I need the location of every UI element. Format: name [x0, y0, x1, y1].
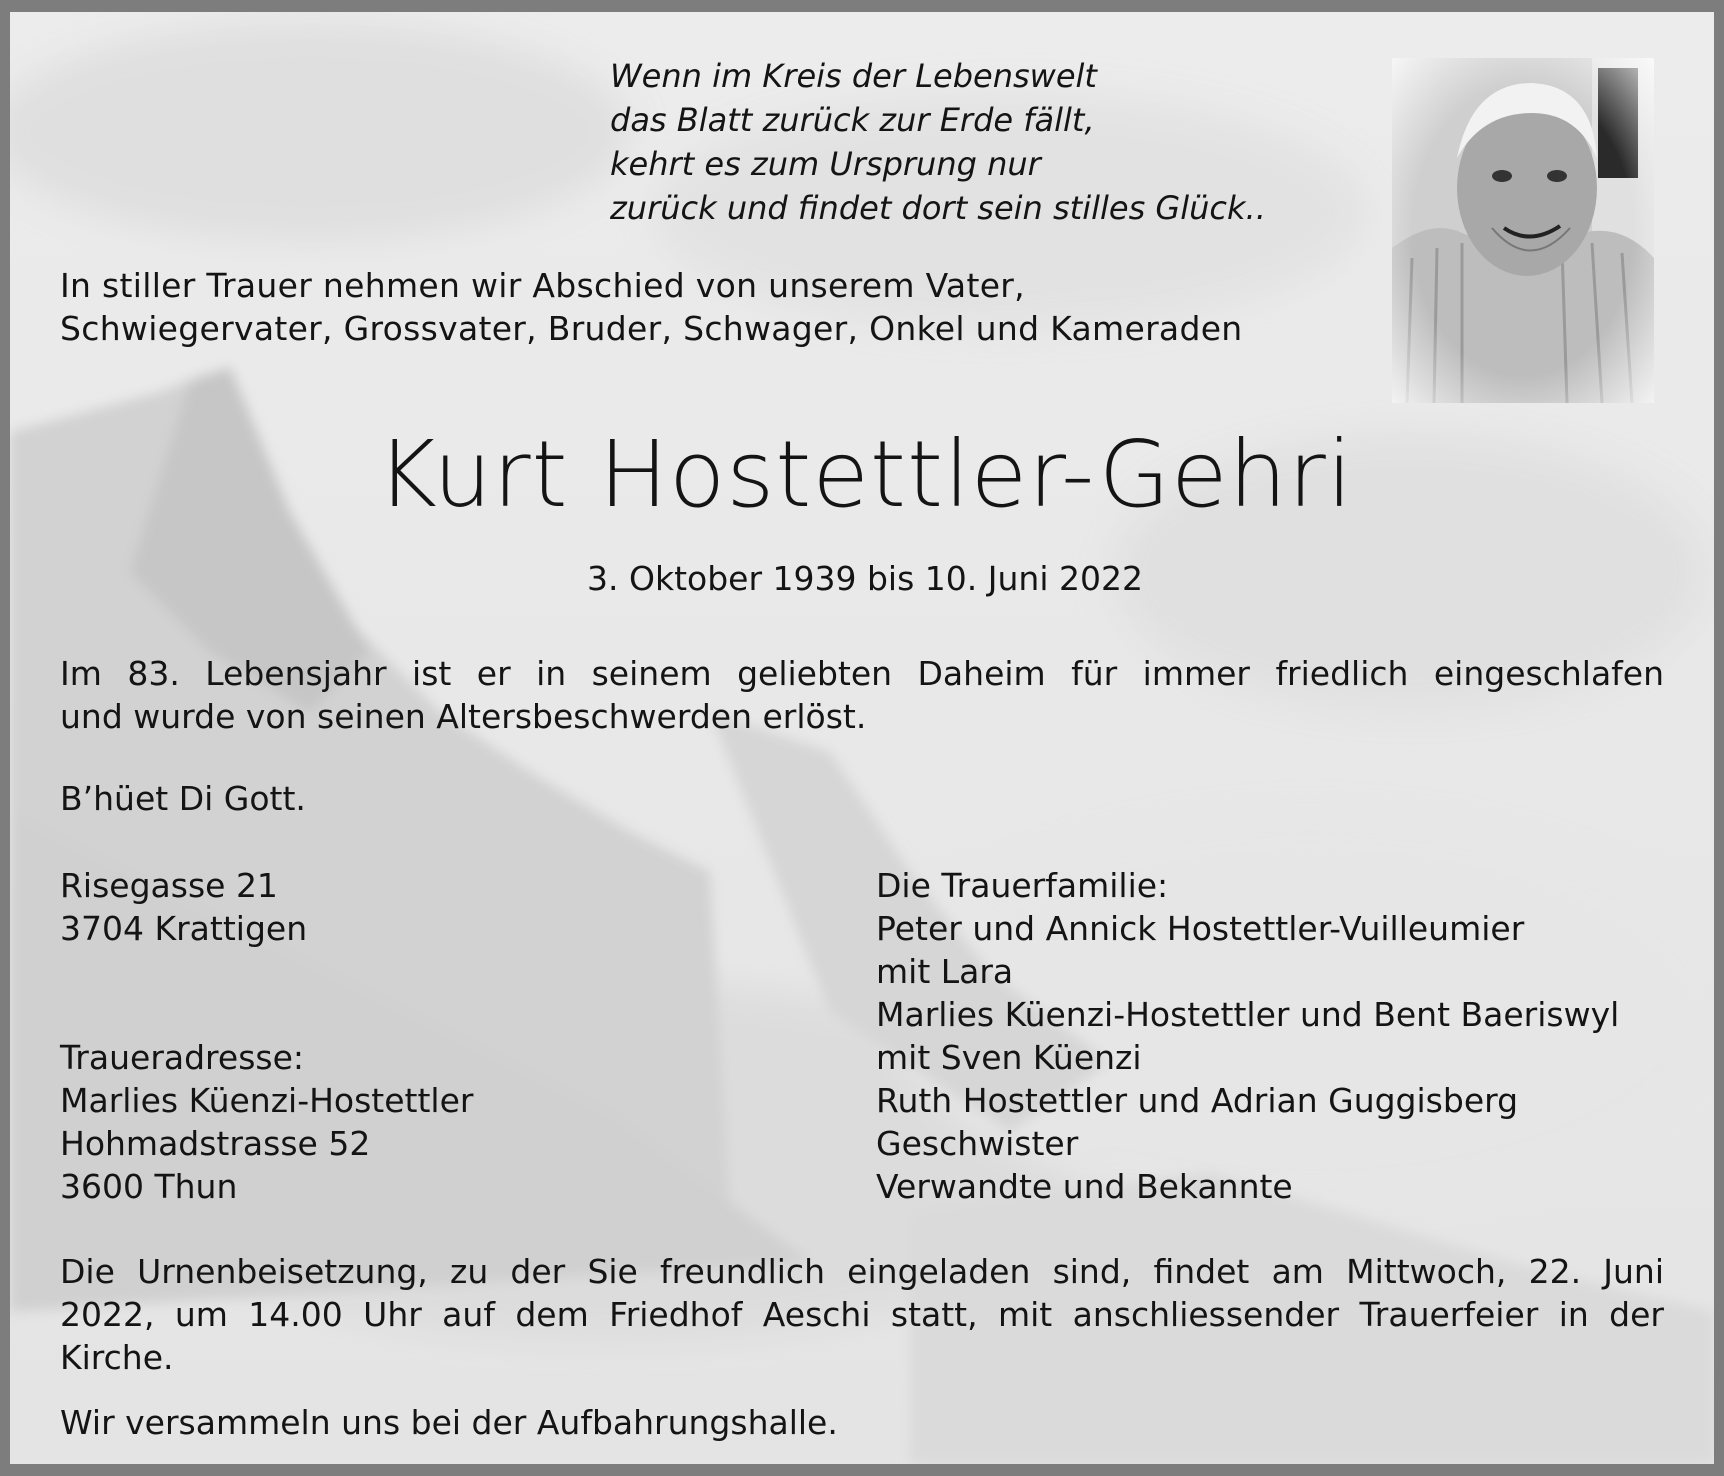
paragraph-line: und wurde von seinen Altersbeschwerden erlöst.: [60, 697, 867, 736]
address-line: Traueradresse:: [60, 1038, 305, 1077]
paragraph-gathering: Wir versammeln uns bei der Aufbahrungshalle.: [60, 1403, 838, 1442]
poem-line: zurück und findet dort sein stilles Glück..: [610, 189, 1266, 227]
address-line: Marlies Küenzi-Hostettler: [60, 1081, 474, 1120]
family-line: Die Trauerfamilie:: [876, 866, 1169, 905]
family-line: Peter und Annick Hostettler-Vuilleumier: [876, 909, 1525, 948]
poem-line: Wenn im Kreis der Lebenswelt: [610, 57, 1097, 95]
intro-line: In stiller Trauer nehmen wir Abschied von unserem Vater,: [60, 266, 1025, 305]
portrait-photo: [1392, 58, 1654, 403]
poem-line: kehrt es zum Ursprung nur: [610, 145, 1041, 183]
intro-text: [60, 264, 1360, 350]
family-list: [876, 864, 1619, 1208]
family-line: Marlies Küenzi-Hostettler und Bent Baeriswyl: [876, 995, 1620, 1034]
home-address: [60, 864, 307, 950]
paragraph-line: Kirche.: [60, 1338, 174, 1377]
address-line: Risegasse 21: [60, 866, 278, 905]
deceased-name: Kurt Hostettler-Gehri: [376, 421, 1354, 528]
paragraph-passing: [60, 652, 1664, 738]
poem: [610, 54, 1350, 230]
address-line: Hohmadstrasse 52: [60, 1124, 371, 1163]
family-line: Verwandte und Bekannte: [876, 1167, 1293, 1206]
paragraph-funeral: [60, 1250, 1664, 1379]
family-line: mit Sven Küenzi: [876, 1038, 1142, 1077]
address-line: 3704 Krattigen: [60, 909, 308, 948]
obituary-page: [10, 12, 1714, 1464]
blessing-text: B’hüet Di Gott.: [60, 779, 306, 818]
family-line: mit Lara: [876, 952, 1014, 991]
life-dates: 3. Oktober 1939 bis 10. Juni 2022: [587, 559, 1143, 598]
paragraph-line: 2022, um 14.00 Uhr auf dem Friedhof Aeschi statt, mit anschliessender Trauerfeier in der: [60, 1295, 1664, 1334]
poem-line: das Blatt zurück zur Erde fällt,: [610, 101, 1095, 139]
intro-line: Schwiegervater, Grossvater, Bruder, Schwager, Onkel und Kameraden: [60, 309, 1243, 348]
paragraph-line: Die Urnenbeisetzung, zu der Sie freundlich eingeladen sind, findet am Mittwoch, 22. Juni: [60, 1252, 1664, 1291]
family-line: Geschwister: [876, 1124, 1079, 1163]
family-line: Ruth Hostettler und Adrian Guggisberg: [876, 1081, 1519, 1120]
mourning-address: [60, 1036, 473, 1208]
paragraph-line: Im 83. Lebensjahr ist er in seinem geliebten Daheim für immer friedlich eingeschlafen: [60, 654, 1664, 693]
address-line: 3600 Thun: [60, 1167, 238, 1206]
